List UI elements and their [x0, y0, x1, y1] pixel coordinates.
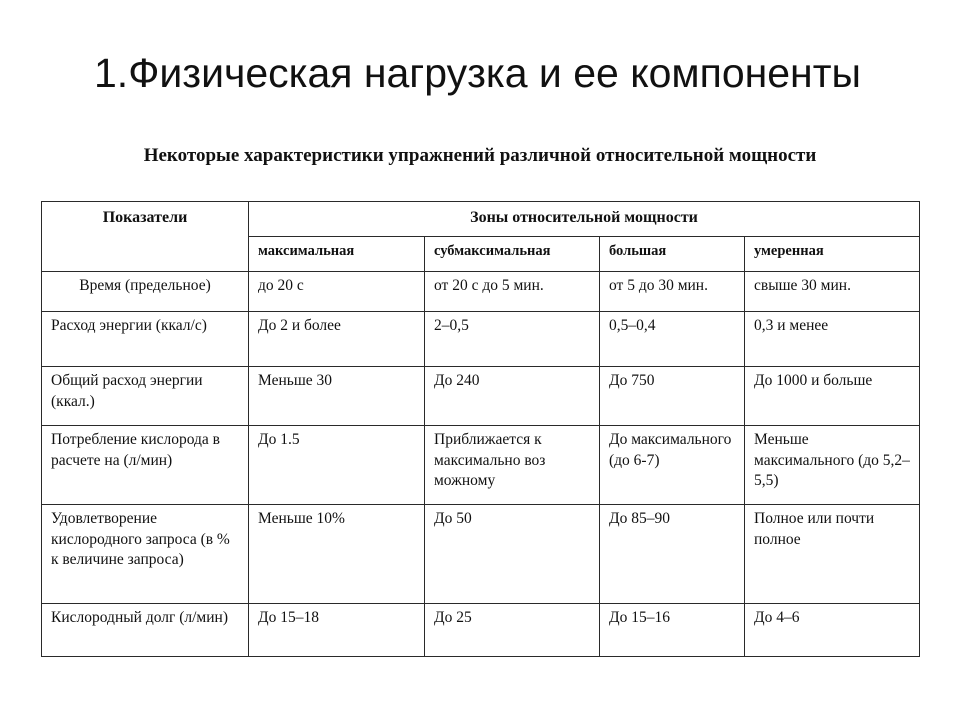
table-cell: До 85–90	[600, 505, 745, 604]
table-cell: До 750	[600, 367, 745, 426]
slide-title: 1.Физическая нагрузка и ее компоненты	[94, 50, 861, 96]
intensity-zones-table	[41, 201, 920, 657]
table-cell: До 15–16	[600, 604, 745, 657]
table-cell: Полное или почти полное	[745, 505, 920, 604]
table-row	[42, 604, 920, 657]
table-cell: До 1.5	[249, 426, 425, 505]
table-cell: До 25	[425, 604, 600, 657]
table-cell: Меньше 30	[249, 367, 425, 426]
table-cell: 0,5–0,4	[600, 312, 745, 367]
header-zone-moderate: умеренная	[745, 237, 920, 272]
header-zones: Зоны относительной мощности	[249, 202, 920, 237]
header-zone-submaximal: субмаксимальная	[425, 237, 600, 272]
header-zone-maximal: максимальная	[249, 237, 425, 272]
table-cell: свыше 30 мин.	[745, 272, 920, 312]
table-row	[42, 505, 920, 604]
row-label: Расход энергии (ккал/с)	[42, 312, 249, 367]
table-cell: До 4–6	[745, 604, 920, 657]
table-cell: Меньше максимального (до 5,2–5,5)	[745, 426, 920, 505]
table-cell: от 20 с до 5 мин.	[425, 272, 600, 312]
table-cell: До 240	[425, 367, 600, 426]
table-cell: До 2 и более	[249, 312, 425, 367]
table-row	[42, 312, 920, 367]
row-label: Потребление кислорода в расчете на (л/мин)	[42, 426, 249, 505]
table-cell: от 5 до 30 мин.	[600, 272, 745, 312]
table-cell: До 1000 и больше	[745, 367, 920, 426]
table-cell: 0,3 и менее	[745, 312, 920, 367]
table-row	[42, 367, 920, 426]
header-zone-high: большая	[600, 237, 745, 272]
table-cell: До 15–18	[249, 604, 425, 657]
table-cell: Меньше 10%	[249, 505, 425, 604]
table-cell: До 50	[425, 505, 600, 604]
row-label: Общий расход энергии (ккал.)	[42, 367, 249, 426]
table-cell: 2–0,5	[425, 312, 600, 367]
header-indicator: Показатели	[42, 202, 249, 272]
row-label: Кислородный долг (л/мин)	[42, 604, 249, 657]
table-caption: Некоторые характеристики упражнений различной относительной мощности	[143, 145, 817, 166]
row-label: Время (предельное)	[42, 272, 249, 312]
table-cell: до 20 с	[249, 272, 425, 312]
table-row	[42, 426, 920, 505]
table-row	[42, 272, 920, 312]
table-header-row	[42, 202, 920, 237]
table-cell: Приближается к максимально воз можному	[425, 426, 600, 505]
table-cell: До максимального (до 6-7)	[600, 426, 745, 505]
row-label: Удовлетворение кислородного запроса (в % к величине запроса)	[42, 505, 249, 604]
